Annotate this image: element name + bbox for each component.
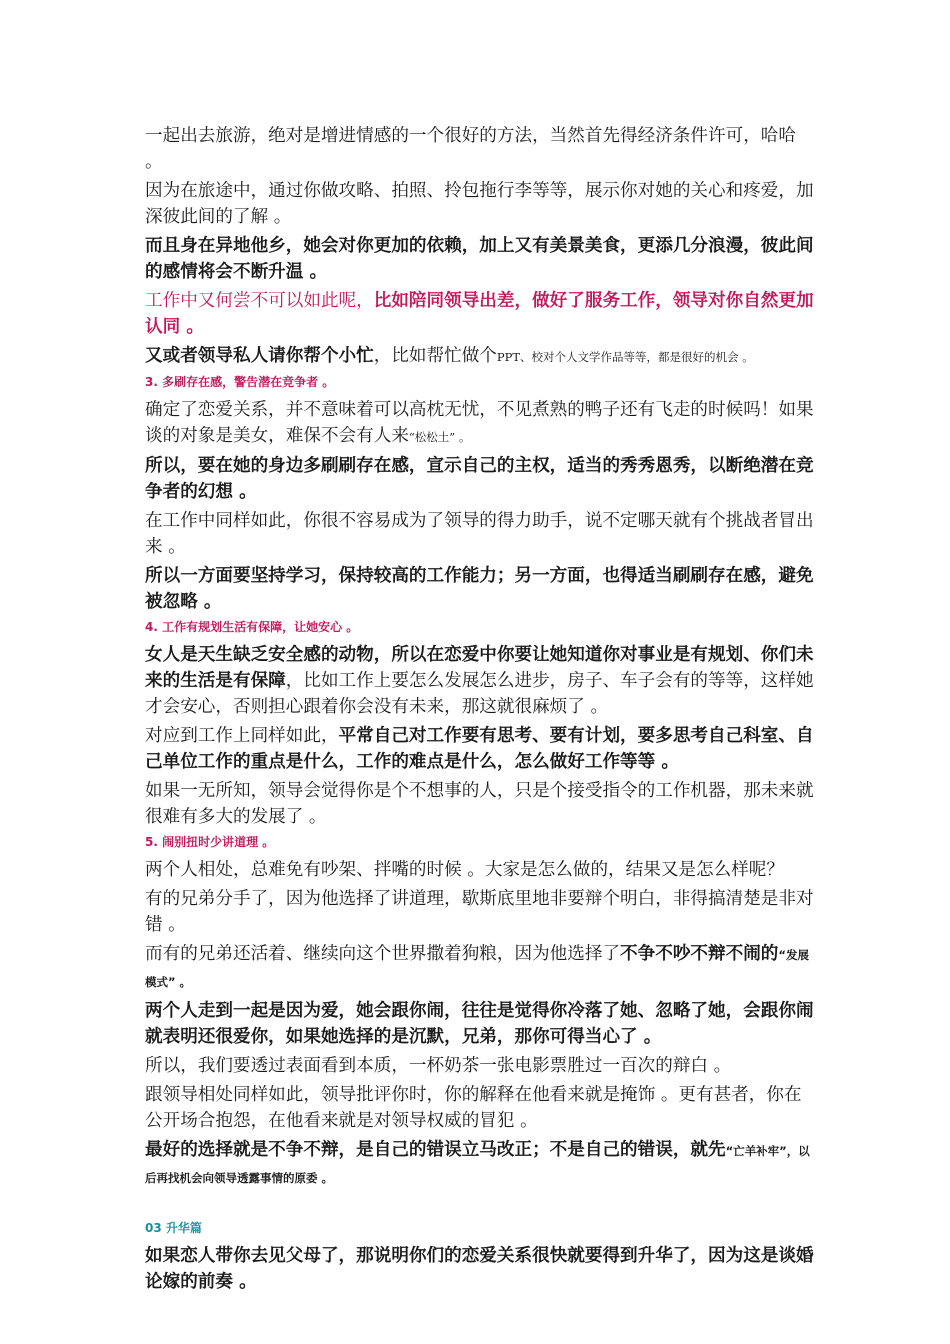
paragraph: 有的兄弟分手了，因为他选择了讲道理，歇斯底里地非要辩个明白，非得搞清楚是非对错 。 [145,889,814,935]
paragraph: 因为在旅途中，通过你做攻略、拍照、拎包拖行李等等，展示你对她的关心和疼爱，加深彼此间的了解 。 [145,181,814,227]
document-page [145,123,815,1298]
paragraph [145,723,815,775]
text-span-small: PPT、校对个人文学作品等等，都是很好的机会 。 [496,350,754,364]
paragraph-bold: 所以一方面要坚持学习，保持较高的工作能力；另一方面，也得适当刷刷存在感，避免被忽略 。 [145,566,814,612]
text-span-bold: 比如陪同领导出差，做好了服务工作，领导对你自然更加认同 。 [145,291,814,337]
paragraph: 在工作中同样如此，你很不容易成为了领导的得力助手，说不定哪天就有个挑战者冒出来 。 [145,511,814,557]
chapter-heading: 03 升华篇 [145,1221,202,1235]
text-span-bold: 不争不吵不辩不闹的 [620,944,779,964]
paragraph: 跟领导相处同样如此，领导批评你时，你的解释在他看来就是掩饰 。更有甚者，你在公开场合抱怨，在他看来就是对领导权威的冒犯 。 [145,1085,802,1131]
text-span: 对应到工作上同样如此， [145,726,339,746]
text-span-small: “松松土” 。 [408,430,471,444]
text-span-bold: 女人是天生缺乏安全感的动物，所以在恋爱中你要让她知道你对事业是有规划、你们未来的生活是有保障 [145,645,814,691]
paragraph: 两个人相处，总难免有吵架、拌嘴的时候 。大家是怎么做的，结果又是怎么样呢？ [145,860,784,880]
text-span: ，比如帮忙做个 [373,346,497,366]
paragraph-bold: 而且身在异地他乡，她会对你更加的依赖，加上又有美景美食，更添几分浪漫，彼此间的感情将会不断升温 。 [145,236,814,282]
paragraph-bold: 两个人走到一起是因为爱，她会跟你闹，往往是觉得你冷落了她、忽略了她，会跟你闹就表明还很爱你，如果她选择的是沉默，兄弟，那你可得当心了 。 [145,1001,814,1047]
section-heading: 5. 闹别扭时少讲道理 。 [145,835,275,849]
text-span-small: “发展模式” 。 [145,948,809,989]
paragraph: 如果一无所知，领导会觉得你是个不想事的人，只是个接受指令的工作机器，那未来就很难有多大的发展了 。 [145,781,814,827]
section-heading: 4. 工作有规划生活有保障，让她安心 。 [145,620,359,634]
text-span-bold: 最好的选择就是不争不辩，是自己的错误立马改正；不是自己的错误，就先 [145,1140,726,1160]
paragraph: 一起出去旅游，绝对是增进情感的一个很好的方法，当然首先得经济条件许可，哈哈 。 [145,126,796,172]
paragraph-bold: 所以，要在她的身边多刷刷存在感，宣示自己的主权，适当的秀秀恩秀，以断绝潜在竞争者的幻想 。 [145,456,814,502]
text-span: 确定了恋爱关系，并不意味着可以高枕无忧，不见煮熟的鸭子还有飞走的时候吗！如果谈的对象是美女，难保不会有人来 [145,400,814,446]
paragraph [145,1137,815,1191]
paragraph: 所以，我们要透过表面看到本质，一杯奶茶一张电影票胜过一百次的辩白 。 [145,1056,732,1076]
section-heading: 3. 多刷存在感，警告潜在竞争者 。 [145,375,335,389]
paragraph-highlight [145,288,815,340]
text-span-bold: 平常自己对工作要有思考、要有计划，要多思考自己科室、自己单位工作的重点是什么，工作的难点是什么，怎么做好工作等等 。 [145,726,814,772]
paragraph [145,941,815,995]
paragraph [145,343,815,370]
text-span: 工作中又何尝不可以如此呢， [145,291,374,311]
text-span: ，比如工作上要怎么发展怎么进步，房子、车子会有的等等，这样她才会安心，否则担心跟着你会没有未来，那这就很麻烦了 。 [145,671,814,717]
paragraph-bold: 如果恋人带你去见父母了，那说明你们的恋爱关系很快就要得到升华了，因为这是谈婚论嫁的前奏 。 [145,1246,814,1292]
text-span: 而有的兄弟还活着、继续向这个世界撒着狗粮，因为他选择了 [145,944,621,964]
paragraph [145,642,815,720]
text-span-small: “亡羊补牢”，以后再找机会向领导透露事情的原委 。 [145,1144,810,1185]
paragraph [145,397,815,450]
text-span-bold: 又或者领导私人请你帮个小忙 [145,346,374,366]
